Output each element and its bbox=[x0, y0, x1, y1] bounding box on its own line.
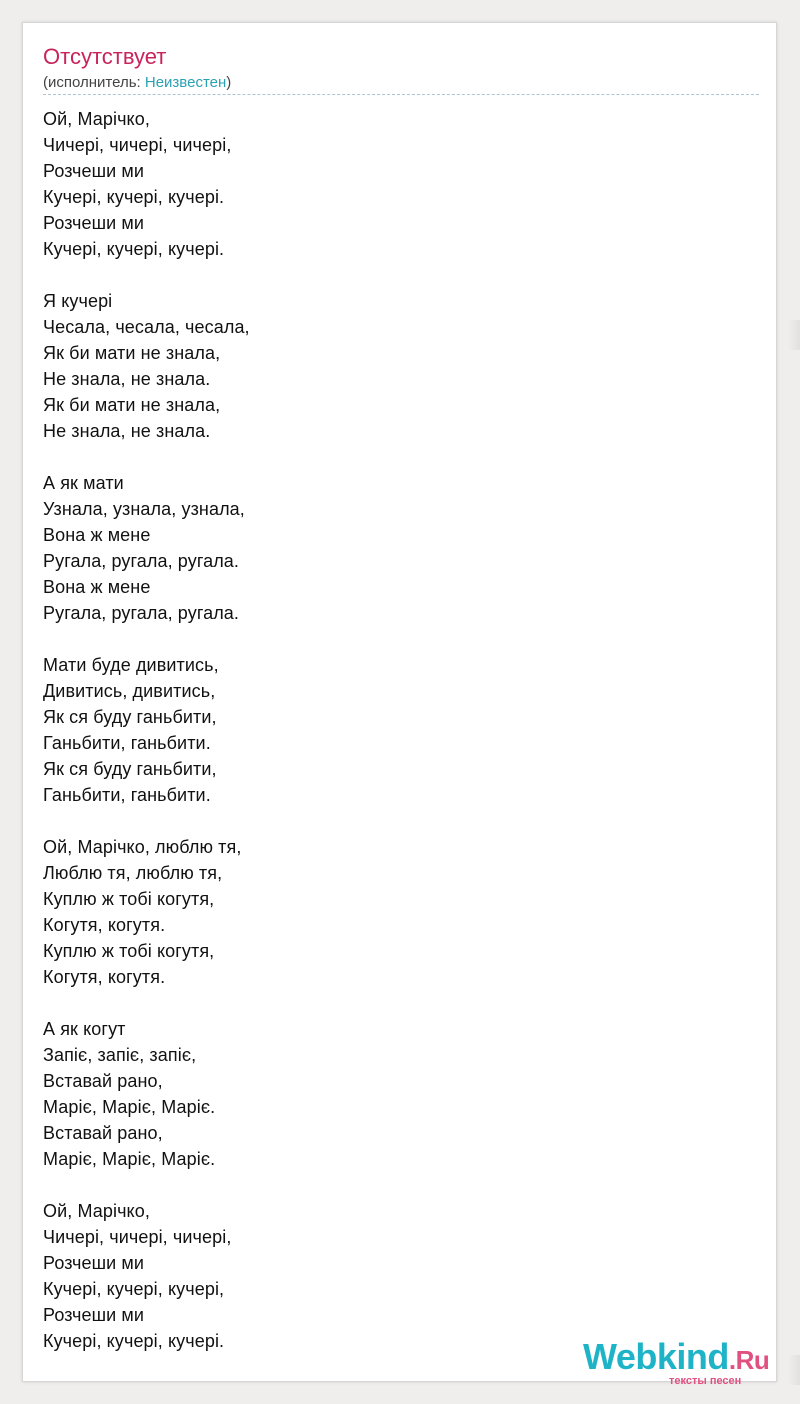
lyrics-line: Розчеши ми bbox=[43, 1305, 144, 1325]
lyrics-line: Дивитись, дивитись, bbox=[43, 681, 216, 701]
logo-tld: .Ru bbox=[728, 1345, 770, 1375]
lyrics-line: Ой, Марічко, люблю тя, bbox=[43, 837, 242, 857]
lyrics-line: Когутя, когутя. bbox=[43, 915, 166, 935]
lyrics-stanza bbox=[43, 106, 250, 262]
lyrics-line: Кучері, кучері, кучері. bbox=[43, 187, 225, 207]
lyrics-line: Узнала, узнала, узнала, bbox=[43, 499, 245, 519]
lyrics-line: Ой, Марічко, bbox=[43, 109, 150, 129]
lyrics-line: Як ся буду ганьбити, bbox=[43, 707, 217, 727]
lyrics-line: Чичері, чичері, чичері, bbox=[43, 1227, 232, 1247]
lyrics-line: Ганьбити, ганьбити. bbox=[43, 733, 211, 753]
lyrics-stanza bbox=[43, 834, 250, 990]
lyrics-line: Як би мати не знала, bbox=[43, 395, 221, 415]
lyrics-line: А як мати bbox=[43, 473, 124, 493]
lyrics-line: Вона ж мене bbox=[43, 577, 151, 597]
lyrics-line: Розчеши ми bbox=[43, 213, 144, 233]
lyrics-line: Вона ж мене bbox=[43, 525, 151, 545]
page-edge-shadow bbox=[788, 1355, 800, 1385]
lyrics-line: Вставай рано, bbox=[43, 1123, 163, 1143]
lyrics-line: А як когут bbox=[43, 1019, 126, 1039]
logo-name: Webkind bbox=[583, 1336, 729, 1377]
lyrics-line: Куплю ж тобі когутя, bbox=[43, 941, 215, 961]
lyrics-line: Ой, Марічко, bbox=[43, 1201, 150, 1221]
lyrics-line: Не знала, не знала. bbox=[43, 421, 211, 441]
lyrics-line: Не знала, не знала. bbox=[43, 369, 211, 389]
logo-tagline: тексты песен bbox=[669, 1375, 742, 1387]
lyrics-stanza bbox=[43, 470, 250, 626]
lyrics-line: Маріє, Маріє, Маріє. bbox=[43, 1149, 216, 1169]
lyrics-line: Ганьбити, ганьбити. bbox=[43, 785, 211, 805]
lyrics-stanza bbox=[43, 1198, 250, 1354]
lyrics-line: Ругала, ругала, ругала. bbox=[43, 551, 240, 571]
lyrics-line: Кучері, кучері, кучері. bbox=[43, 1331, 225, 1351]
lyrics-line: Ругала, ругала, ругала. bbox=[43, 603, 240, 623]
lyrics-line: Маріє, Маріє, Маріє. bbox=[43, 1097, 216, 1117]
lyrics-line: Як ся буду ганьбити, bbox=[43, 759, 217, 779]
lyrics-stanza bbox=[43, 1016, 250, 1172]
lyrics-line: Чичері, чичері, чичері, bbox=[43, 135, 232, 155]
lyrics-line: Куплю ж тобі когутя, bbox=[43, 889, 215, 909]
song-title: Отсутствует bbox=[43, 44, 167, 69]
lyrics-line: Я кучері bbox=[43, 291, 113, 311]
lyrics-line: Чесала, чесала, чесала, bbox=[43, 317, 250, 337]
lyrics-line: Розчеши ми bbox=[43, 161, 144, 181]
page-edge-shadow bbox=[788, 320, 800, 350]
lyrics-line: Розчеши ми bbox=[43, 1253, 144, 1273]
lyrics-card bbox=[22, 22, 777, 1387]
artist-link[interactable]: Неизвестен bbox=[144, 74, 227, 91]
lyrics-line: Запіє, запіє, запіє, bbox=[43, 1045, 197, 1065]
lyrics-line: Люблю тя, люблю тя, bbox=[43, 863, 223, 883]
logo-wordmark bbox=[583, 1337, 769, 1380]
lyrics-line: Кучері, кучері, кучері. bbox=[43, 239, 225, 259]
lyrics-text bbox=[43, 106, 250, 1354]
lyrics-line: Мати буде дивитись, bbox=[43, 655, 219, 675]
lyrics-line: Когутя, когутя. bbox=[43, 967, 166, 987]
lyrics-line: Як би мати не знала, bbox=[43, 343, 221, 363]
site-logo[interactable] bbox=[583, 1337, 783, 1387]
lyrics-line: Кучері, кучері, кучері, bbox=[43, 1279, 225, 1299]
lyrics-stanza bbox=[43, 652, 250, 808]
lyrics-stanza bbox=[43, 288, 250, 444]
artist-prefix: (исполнитель: bbox=[43, 74, 145, 91]
divider bbox=[43, 94, 759, 95]
lyrics-line: Вставай рано, bbox=[43, 1071, 163, 1091]
artist-suffix: ) bbox=[226, 74, 232, 91]
artist-line bbox=[43, 74, 231, 92]
